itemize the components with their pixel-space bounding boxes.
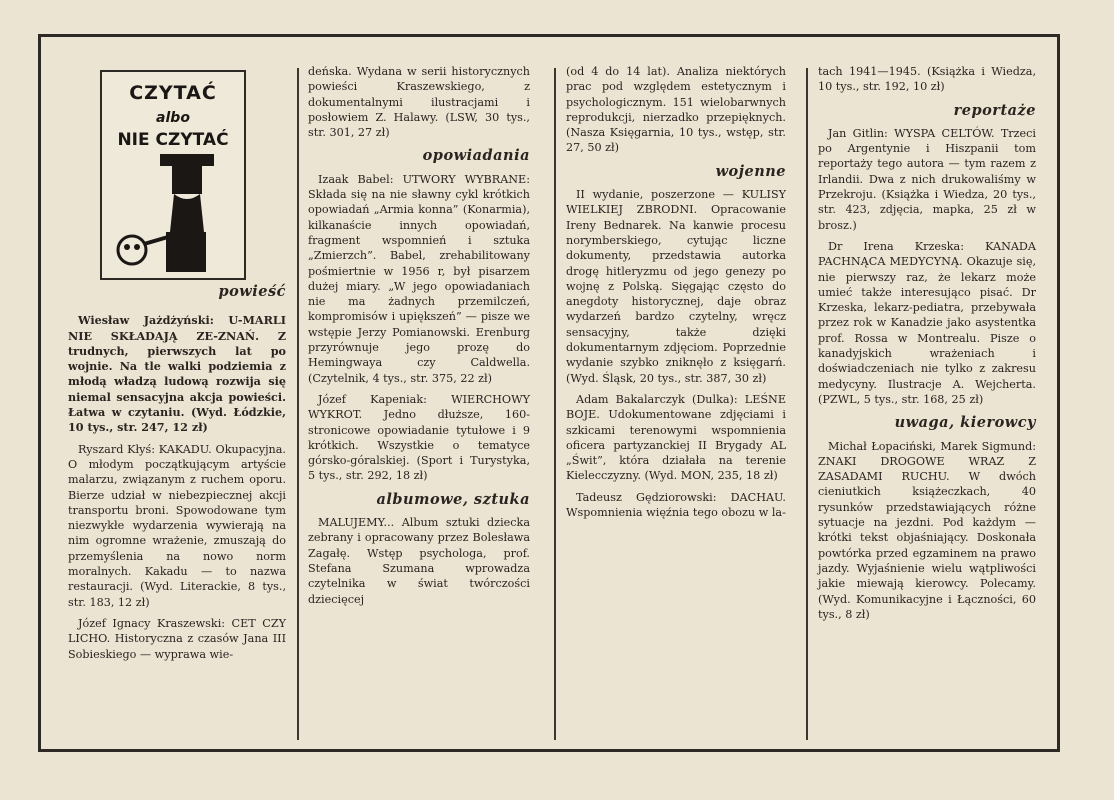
- review-kulisy: II wydanie, poszerzone — KULISY WIELKIEJ ZBRODNI. Opracowanie Ireny Bednarek. Na kanwie procesu norymberskiego, cytując liczne dokumenty, przedstawia autorka drogę hitleryzmu od jego genezy po wojnę z Polską. Sięgając często do anegdoty historycznej, daje obraz wydarzeń bardzo czytelny, wręcz sensacyjny, także dzięki dokumentarnym zdjęciom. Poprzednie wydanie szybko zniknęło z księgarń. (Wyd. Śląsk, 20 tys., str. 387, 30 zł): [566, 188, 786, 385]
- reader-figure-icon: [102, 72, 244, 278]
- column-rule: [297, 68, 299, 740]
- logo-title-line2: albo: [156, 110, 190, 126]
- review-krzeska: Dr Irena Krzeska: KANADA PACHNĄCA MEDYCYNĄ. Okazuje się, nie pierwszy raz, że lekarz może umieć także interesująco pisać. Dr Krzeska, lekarz-pediatra, przebywała przez rok w Kanadzie jako asystentka prof. Rossa w Montrealu. Pisze o kanadyjskich wrażeniach i doświadczeniach nie tylko z zakresu medycyny. Ilustracje A. Wejcherta. (PZWL, 5 tys., str. 168, 25 zł): [818, 239, 1036, 406]
- review-jazdzynski: Wiesław Jażdżyński: U-MARLI NIE SKŁADAJĄ ZE-ZNAŃ. Z trudnych, pierwszych lat po wojnie. Na tle walki podziemia z młodą władzą ludową rozwija się niemal sensacyjna akcja powieści. Łatwa w czytaniu. (Wyd. Łódzkie, 10 tys., str. 247, 12 zł): [68, 313, 286, 435]
- logo-title-line3: NIE CZYTAĆ: [117, 130, 229, 150]
- review-bakalarczyk: Adam Bakalarczyk (Dulka): LEŚNE BOJE. Udokumentowane zdjęciami i szkicami terenowymi wspomnienia oficera partyzanckiej II Brygady AL „Świt”, która działała na terenie Kielecczyzny. (Wyd. MON, 235, 18 zł): [566, 392, 786, 483]
- column-4: [818, 64, 1036, 628]
- review-gitlin: Jan Gitlin: WYSPA CELTÓW. Trzeci po Argentynie i Hiszpanii tom reportaży tego autora — tym razem z Irlandii. Dwa z nich drukowaliśmy w Przekroju. (Książka i Wiedza, 20 tys., str. 423, zdjęcia, mapka, 25 zł w brosz.): [818, 126, 1036, 232]
- column-1: [68, 283, 286, 668]
- section-heading-wojenne: wojenne: [715, 162, 786, 180]
- column-2: [308, 64, 530, 613]
- column-rule: [806, 68, 808, 740]
- review-malujemy: MALUJEMY... Album sztuki dziecka zebrany i opracowany przez Bolesława Zagałę. Wstęp psychologa, prof. Stefana Szumana wprowadza czytelnika w świat twórczości dziecięcej: [308, 516, 530, 606]
- logo-illustration: [100, 70, 246, 280]
- review-kraszewski: Józef Ignacy Kraszewski: CET CZY LICHO. Historyczna z czasów Jana III Sobieskiego — wyprawa wie-: [68, 616, 286, 661]
- column-rule: [554, 68, 556, 740]
- review-gedziorowski-cont: tach 1941—1945. (Książka i Wiedza, 10 tys., str. 192, 10 zł): [818, 65, 1036, 94]
- section-heading-powiesc: powieść: [218, 283, 286, 300]
- section-heading-opowiadania: opowiadania: [422, 147, 530, 165]
- review-lopacinski: Michał Łopaciński, Marek Sigmund: ZNAKI DROGOWE WRAZ Z ZASADAMI RUCHU. W dwóch cieniutkich książeczkach, 40 rysunków przedstawiających różne sytuacje na jezdni. Pod każdym — krótki tekst objaśniający. Doskonała powtórka przed egzaminem na prawo jazdy. Wyjaśnienie wielu wątpliwości jakie miewają kierowcy. Polecamy. (Wyd. Komunikacyjne i Łączności, 60 tys., 8 zł): [818, 439, 1036, 621]
- review-klys: Ryszard Kłyś: KAKADU. Okupacyjna. O młodym początkującym artyście malarzu, związanym z ruchem oporu. Bierze udział w niebezpiecznej akcji transportu broni. Spowodowane tym niezwykłe wydarzenia wywierają na nim ogromne wrażenie, zmuszają do przemyślenia na nowo norm moralnych. Kakadu — to nazwa restauracji. (Wyd. Literackie, 8 tys., str. 183, 12 zł): [68, 442, 286, 609]
- review-kapeniak: Józef Kapeniak: WIERCHOWY WYKROT. Jedno dłuższe, 160-stronicowe opowiadanie tytułowe i 9 krótkich. Wszystkie o tematyce górsko-góralskiej. (Sport i Turystyka, 5 tys., str. 292, 18 zł): [308, 392, 530, 483]
- section-heading-albumowe: albumowe, sztuka: [376, 490, 530, 508]
- review-gedziorowski: Tadeusz Gędziorowski: DACHAU. Wspomnienia więźnia tego obozu w la-: [566, 490, 786, 520]
- review-malujemy-cont: (od 4 do 14 lat). Analiza niektórych prac pod względem estetycznym i psychologicznym. 151 wielobarwnych reprodukcji, nierzadko przepięknych. (Nasza Księgarnia, 10 tys., wstęp, str. 27, 50 zł): [566, 65, 786, 155]
- review-kraszewski-cont: deńska. Wydana w serii historycznych powieści Kraszewskiego, z dokumentalnymi ilustracjami i posłowiem Z. Halawy. (LSW, 30 tys., str. 301, 27 zł): [308, 65, 530, 140]
- section-heading-uwaga: uwaga, kierowcy: [894, 414, 1036, 432]
- section-heading-reportaze: reportaże: [953, 101, 1036, 119]
- review-babel: Izaak Babel: UTWORY WYBRANE: Składa się na nie sławny cykl krótkich opowiadań „Armia konna” (Konarmia), kilkanaście innych opowiadań, fragment wspomnień i sztuka „Zmierzch”. Babel, zrehabilitowany pośmiertnie w 1956 r, był pisarzem dużej miary. „W jego opowiadaniach nie ma żadnych przemilczeń, kompromisów i upiększeń” — pisze we wstępie Jerzy Pomianowski. Erenburg przyrównuje jego prozę do Hemingwaya czy Caldwella. (Czytelnik, 4 tys., str. 375, 22 zł): [308, 172, 530, 385]
- column-3: [566, 64, 786, 526]
- logo-title-line1: CZYTAĆ: [129, 82, 217, 104]
